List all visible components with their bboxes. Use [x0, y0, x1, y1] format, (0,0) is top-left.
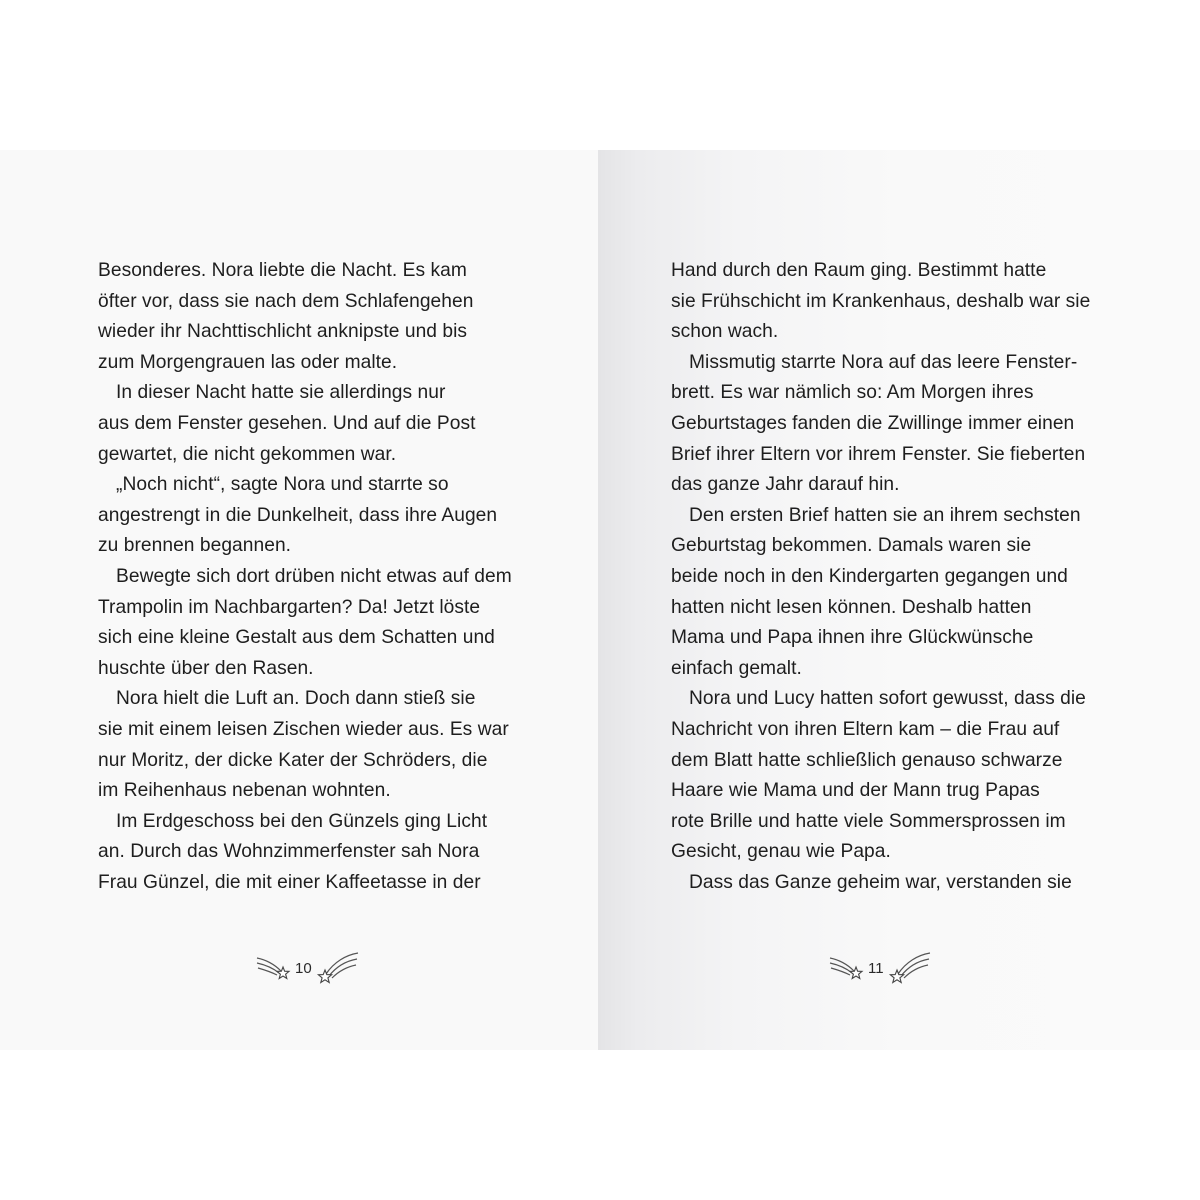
text-line: das ganze Jahr darauf hin. — [671, 474, 900, 496]
text-line: öfter vor, dass sie nach dem Schlafengehen — [98, 290, 474, 312]
text-line: Trampolin im Nachbargarten? Da! Jetzt löste — [98, 596, 481, 618]
text-line: beide noch in den Kindergarten gegangen und — [671, 565, 1068, 587]
right-page — [598, 150, 1200, 1050]
text-line: Besonderes. Nora liebte die Nacht. Es kam — [98, 260, 467, 281]
text-line: Brief ihrer Eltern vor ihrem Fenster. Sie fieberten — [671, 443, 1086, 465]
text-line: Geburtstag bekommen. Damals waren sie — [671, 535, 1032, 557]
text-line: Haare wie Mama und der Mann trug Papas — [671, 780, 1040, 802]
text-line: wieder ihr Nachttischlicht anknipste und bis — [98, 321, 468, 343]
left-page — [0, 150, 598, 1050]
text-line: Frau Günzel, die mit einer Kaffeetasse in der — [98, 871, 481, 893]
text-line: Hand durch den Raum ging. Bestimmt hatte — [671, 260, 1047, 281]
shooting-star-icon — [828, 955, 864, 981]
text-line: zum Morgengrauen las oder malte. — [98, 351, 398, 373]
text-line: hatten nicht lesen können. Deshalb hatten — [671, 596, 1032, 618]
page-number: 10 — [295, 959, 312, 977]
text-line: angestrengt in die Dunkelheit, dass ihre Augen — [98, 504, 498, 526]
text-line: zu brennen begannen. — [98, 535, 292, 557]
text-line: Nachricht von ihren Eltern kam – die Frau auf — [671, 718, 1060, 740]
text-line: Missmutig starrte Nora auf das leere Fenster- — [689, 351, 1078, 373]
page-number: 11 — [868, 959, 884, 977]
text-line: huschte über den Rasen. — [98, 657, 314, 679]
text-line: Geburtstages fanden die Zwillinge immer einen — [671, 412, 1075, 434]
text-line: „Noch nicht“, sagte Nora und starrte so — [116, 474, 449, 496]
text-line: In dieser Nacht hatte sie allerdings nur — [116, 382, 446, 404]
text-line: an. Durch das Wohnzimmerfenster sah Nora — [98, 841, 480, 863]
text-line: Nora und Lucy hatten sofort gewusst, dass die — [689, 688, 1086, 710]
right-page-text — [671, 256, 1090, 898]
text-line: gewartet, die nicht gekommen war. — [98, 443, 397, 465]
text-line: Im Erdgeschoss bei den Günzels ging Licht — [116, 810, 488, 832]
text-line: Gesicht, genau wie Papa. — [671, 841, 891, 863]
left-page-folio — [255, 948, 360, 988]
text-line: Bewegte sich dort drüben nicht etwas auf dem — [116, 565, 512, 587]
shooting-star-icon — [888, 950, 932, 986]
text-line: Den ersten Brief hatten sie an ihrem sechsten — [689, 504, 1081, 526]
text-line: Dass das Ganze geheim war, verstanden sie — [689, 871, 1072, 893]
text-line: Nora hielt die Luft an. Doch dann stieß sie — [116, 688, 476, 710]
text-line: sie mit einem leisen Zischen wieder aus. Es war — [98, 718, 509, 740]
text-line: rote Brille und hatte viele Sommersprossen im — [671, 810, 1066, 832]
text-line: brett. Es war nämlich so: Am Morgen ihres — [671, 382, 1034, 404]
left-page-text — [98, 256, 512, 898]
text-line: aus dem Fenster gesehen. Und auf die Post — [98, 412, 476, 434]
shooting-star-icon — [316, 950, 360, 986]
text-line: sie Frühschicht im Krankenhaus, deshalb war sie — [671, 290, 1091, 312]
text-line: nur Moritz, der dicke Kater der Schröders, die — [98, 749, 488, 771]
text-line: schon wach. — [671, 321, 779, 343]
text-line: im Reihenhaus nebenan wohnten. — [98, 780, 391, 802]
book-spread — [0, 150, 1200, 1050]
text-line: sich eine kleine Gestalt aus dem Schatten und — [98, 627, 495, 649]
text-line: einfach gemalt. — [671, 657, 802, 679]
right-page-folio — [828, 948, 932, 988]
text-line: dem Blatt hatte schließlich genauso schwarze — [671, 749, 1063, 771]
shooting-star-icon — [255, 955, 291, 981]
text-line: Mama und Papa ihnen ihre Glückwünsche — [671, 627, 1034, 649]
